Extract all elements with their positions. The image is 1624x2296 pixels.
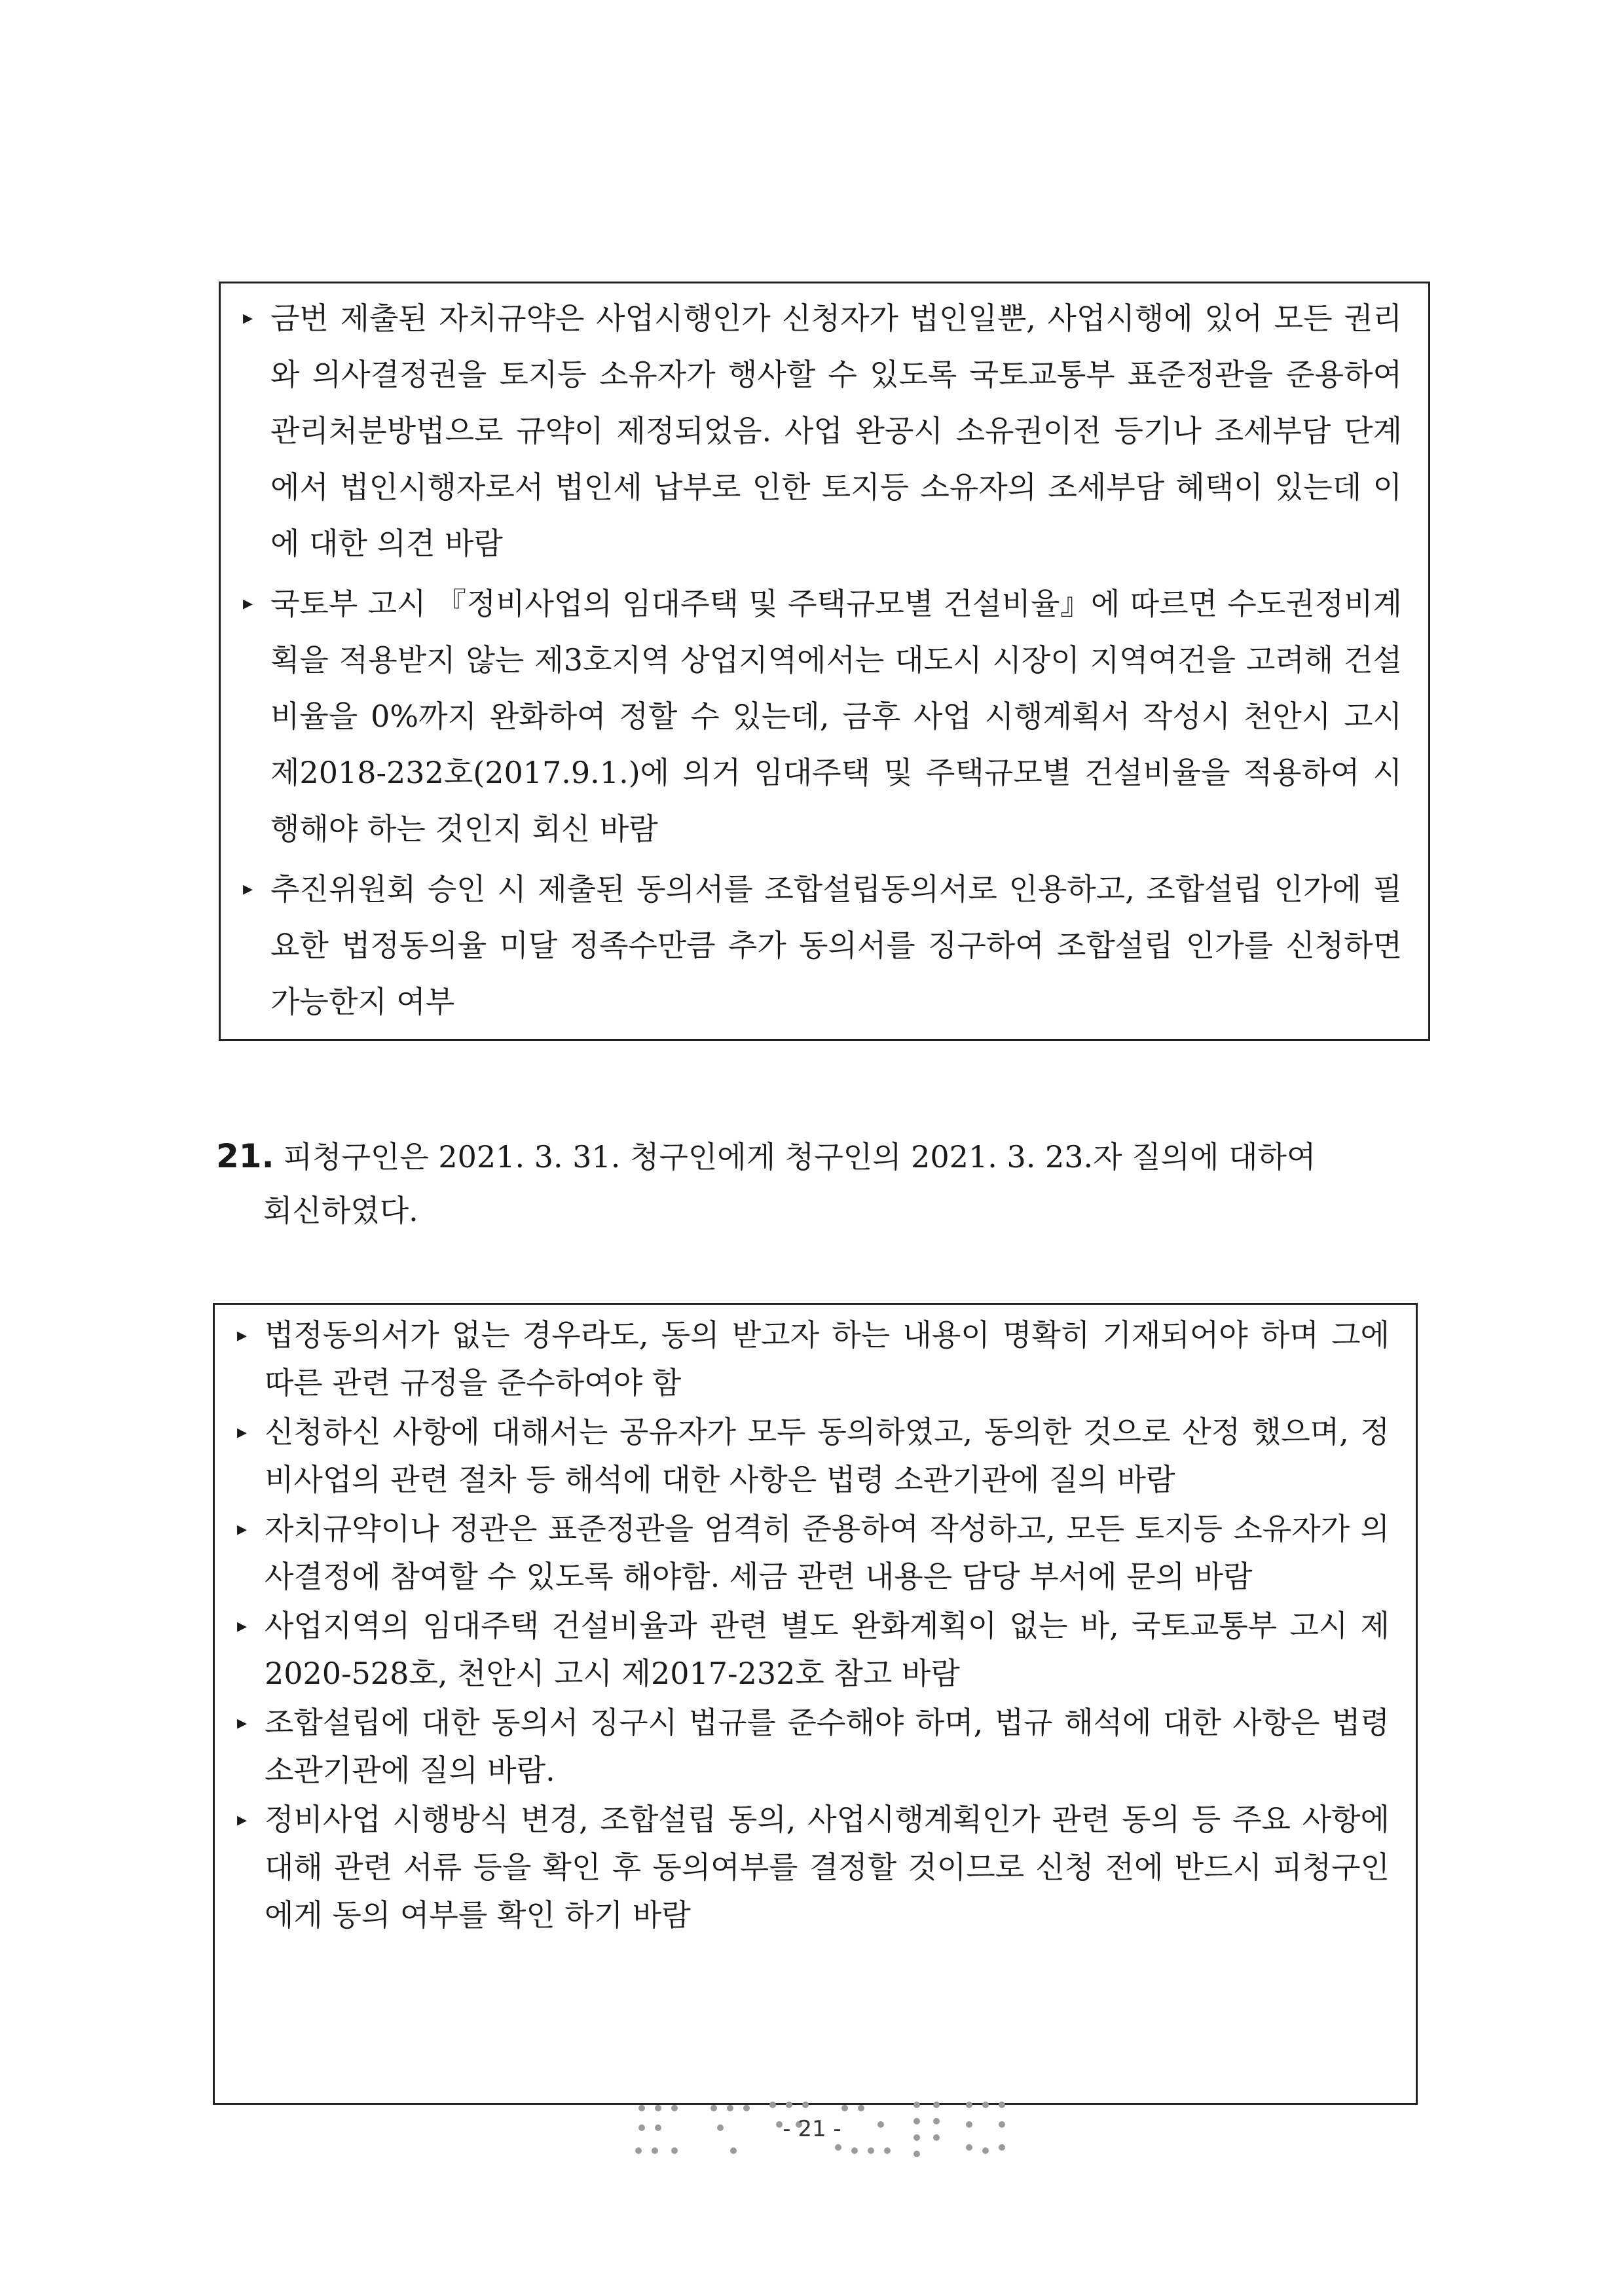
triangle-right-icon: ▸ xyxy=(237,1324,248,1347)
reply-item xyxy=(234,1311,1390,1407)
reply-item xyxy=(234,1602,1390,1698)
triangle-right-icon: ▸ xyxy=(243,306,253,329)
reply-item-text: 신청하신 사항에 대해서는 공유자가 모두 동의하였고, 동의한 것으로 산정 했으며, 정비사업의 관련 절차 등 해석에 대한 사항은 법령 소관기관에 질의 바람 xyxy=(265,1414,1390,1497)
triangle-right-icon: ▸ xyxy=(237,1421,248,1444)
inquiry-item xyxy=(240,290,1402,572)
page-number: - 21 - xyxy=(783,2116,841,2142)
triangle-right-icon: ▸ xyxy=(237,1614,248,1637)
reply-box xyxy=(213,1303,1418,2105)
reply-item-text: 사업지역의 임대주택 건설비율과 관련 별도 완화계획이 없는 바, 국토교통부 고시 제2020-528호, 천안시 고시 제2017-232호 참고 바람 xyxy=(265,1608,1390,1691)
reply-item xyxy=(234,1505,1390,1601)
triangle-right-icon: ▸ xyxy=(243,592,253,615)
reply-item-text: 조합설립에 대한 동의서 징구시 법규를 준수해야 하며, 법규 해석에 대한 사항은 법령 소관기관에 질의 바람. xyxy=(265,1705,1390,1788)
reply-item xyxy=(234,1408,1390,1504)
inquiry-item xyxy=(240,575,1402,857)
triangle-right-icon: ▸ xyxy=(237,1711,248,1734)
reply-item-text: 법정동의서가 없는 경우라도, 동의 받고자 하는 내용이 명확히 기재되어야 하며 그에 따른 관련 규정을 준수하여야 함 xyxy=(265,1317,1390,1400)
inquiry-item xyxy=(240,861,1402,1030)
inquiry-item-text: 국토부 고시 『정비사업의 임대주택 및 주택규모별 건설비율』에 따르면 수도권정비계획을 적용받지 않는 제3호지역 상업지역에서는 대도시 시장이 지역여건을 고려해 건설비율을 0%까지 완화하여 정할 수 있는데, 금후 사업 시행계획서 작성시 천안시 고시 제2018-232호(2017.9.1.)에 의거 임대주택 및 주택규모별 건설비율을 적용하여 시행해야 하는 것인지 회신 바람 xyxy=(270,586,1402,847)
paragraph-21 xyxy=(216,1129,1434,1237)
reply-item-text: 정비사업 시행방식 변경, 조합설립 동의, 사업시행계획인가 관련 동의 등 주요 사항에 대해 관련 서류 등을 확인 후 동의여부를 결정할 것이므로 신청 전에 반드시 피청구인에게 동의 여부를 확인 하기 바람 xyxy=(265,1802,1390,1933)
reply-item xyxy=(234,1796,1390,1939)
paragraph-number: 21. xyxy=(216,1137,274,1175)
reply-item xyxy=(234,1699,1390,1795)
triangle-right-icon: ▸ xyxy=(237,1518,248,1540)
paragraph-text: 피청구인은 2021. 3. 31. 청구인에게 청구인의 2021. 3. 23.자 질의에 대하여 xyxy=(283,1139,1316,1175)
paragraph-text-continued: 회신하였다. xyxy=(263,1193,418,1228)
triangle-right-icon: ▸ xyxy=(237,1808,248,1831)
inquiry-item-text: 금번 제출된 자치규약은 사업시행인가 신청자가 법인일뿐, 사업시행에 있어 모든 권리와 의사결정권을 토지등 소유자가 행사할 수 있도록 국토교통부 표준정관을 준용하여 관리처분방법으로 규약이 제정되었음. 사업 완공시 소유권이전 등기나 조세부담 단계에서 법인시행자로서 법인세 납부로 인한 토지등 소유자의 조세부담 혜택이 있는데 이에 대한 의견 바람 xyxy=(270,301,1402,561)
inquiry-box xyxy=(219,282,1430,1041)
inquiry-item-text: 추진위원회 승인 시 제출된 동의서를 조합설립동의서로 인용하고, 조합설립 인가에 필요한 법정동의율 미달 정족수만큼 추가 동의서를 징구하여 조합설립 인가를 신청하면 가능한지 여부 xyxy=(270,871,1402,1019)
triangle-right-icon: ▸ xyxy=(243,877,253,900)
reply-item-text: 자치규약이나 정관은 표준정관을 엄격히 준용하여 작성하고, 모든 토지등 소유자가 의사결정에 참여할 수 있도록 해야함. 세금 관련 내용은 담당 부서에 문의 바람 xyxy=(265,1511,1390,1594)
